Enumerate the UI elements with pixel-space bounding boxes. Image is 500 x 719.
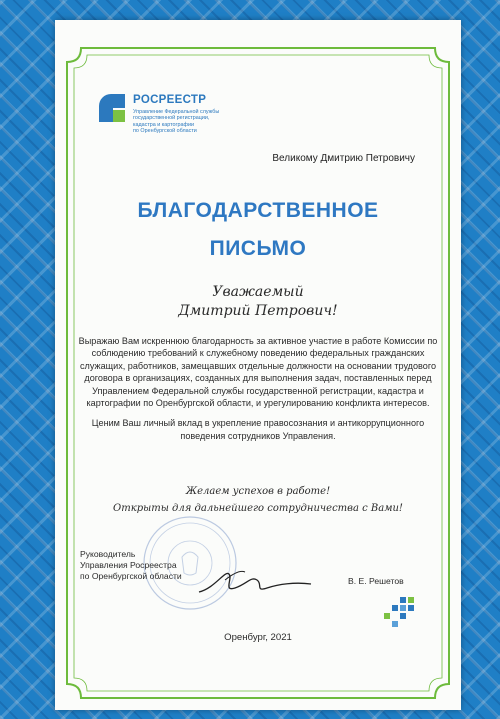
signer-name: В. Е. Решетов [348, 576, 404, 586]
signer-position-line: по Оренбургской области [80, 571, 182, 581]
logo-sub-line: по Оренбургской области [133, 128, 197, 135]
title-line: ПИСЬМО [209, 237, 307, 260]
logo-sub-line: Управление Федеральной службы [133, 109, 220, 115]
logo-subtitle [133, 109, 253, 135]
body-paragraph: Выражаю Вам искреннюю благодарность за активное участие в работе Комиссии по соблюдению требований к служебному поведению федеральных гражданских служащих, работников, замещавших отдельные должности на основании трудового договора в организациях, созданных для выполнения задач, поставленных перед Управлением Федеральной службы государственной регистрации, кадастра и картографии по Оренбургской области, и урегулированию конфликта интересов. [78, 336, 438, 409]
place-and-year: Оренбург, 2021 [224, 632, 292, 643]
body-paragraph: Ценим Ваш личный вклад в укрепление правосознания и антикоррупционного поведения сотрудников Управления. [91, 418, 425, 441]
letter-sheet [55, 20, 461, 710]
signer-position [80, 549, 182, 582]
logo-sub-line: кадастра и картографии [133, 121, 194, 128]
signer-position-line: Руководитель [80, 549, 136, 559]
wishes-line: Желаем успехов в работе! [185, 486, 331, 497]
title-line: БЛАГОДАРСТВЕННОЕ [137, 199, 379, 222]
salutation [55, 283, 461, 321]
signer-position-line: Управления Росреестра [80, 560, 177, 570]
logo-brand: РОСРЕЕСТР [133, 94, 207, 106]
logo-sub-line: государственной регистрации, [133, 115, 210, 122]
wishes-line: Открыты для дальнейшего сотрудничества с Вами! [113, 503, 403, 514]
closing-wishes [55, 483, 461, 517]
addressee: Великому Дмитрию Петровичу [272, 153, 415, 164]
salutation-line: Дмитрий Петрович! [178, 303, 338, 319]
handwritten-signature [195, 562, 315, 602]
rosreestr-logo [95, 92, 295, 152]
pixel-logo-mark [382, 595, 422, 631]
letter-title [55, 192, 461, 268]
letter-body [77, 335, 439, 450]
rosreestr-logo-icon [95, 92, 129, 126]
salutation-line: Уважаемый [212, 284, 304, 300]
